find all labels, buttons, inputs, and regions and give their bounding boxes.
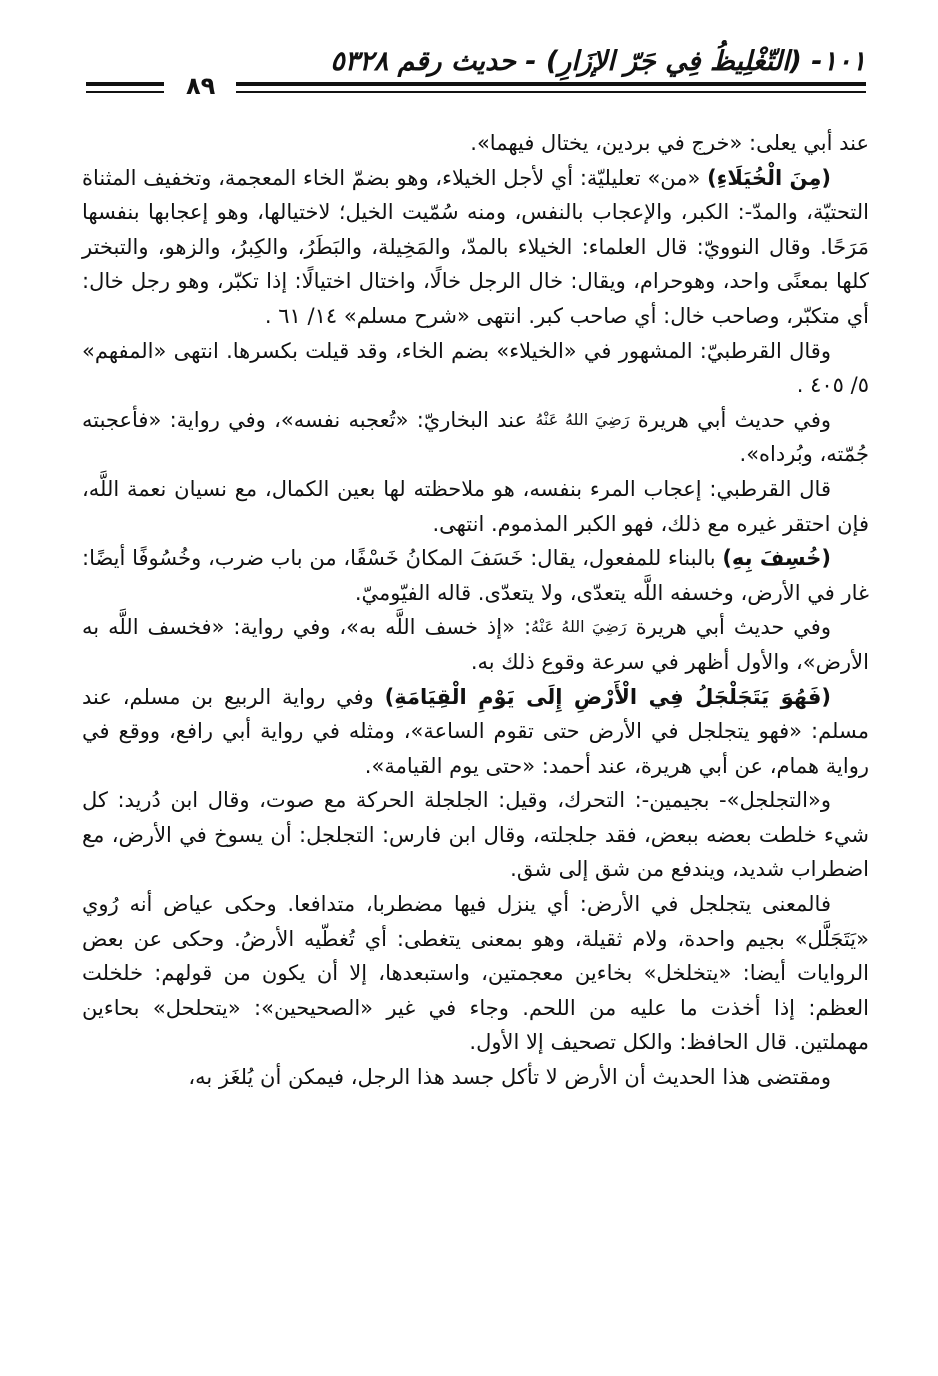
paragraph-text: وقال القرطبيّ: المشهور في «الخيلاء» بضم الخاء، وقد قيلت بكسرها. انتهى «المفهم» ٥/ ٤٠٥ . xyxy=(82,338,869,398)
paragraph xyxy=(82,334,869,403)
lemma-quote: (مِنَ الْخُيَلَاءِ) xyxy=(707,165,831,190)
paragraph xyxy=(82,403,869,472)
paragraph-text: : «إذ خسف اللَّه به»، وفي رواية: «فخسف اللَّه به الأرض»، والأول أظهر في سرعة وقوع ذلك به. xyxy=(82,615,869,674)
paragraph-text: ومقتضى هذا الحديث أن الأرض لا تأكل جسد هذا الرجل، فيمكن أن يُلغَز به، xyxy=(188,1065,831,1090)
lemma-quote: (خُسِفَ بِهِ) xyxy=(722,546,831,571)
honorific-symbol: رَضِيَ اللهُ عَنْهُ xyxy=(531,617,627,637)
paragraph xyxy=(82,887,869,1060)
paragraph-text: «من» تعليليّة: أي لأجل الخيلاء، وهو بضمّ الخاء المعجمة، وتخفيف المثناة التحتيّة، والمدّ-: الكبر، والإعجاب بالنفس، ومنه سُمّيت الخيل؛ لاختيالها، وهو إعجابها بنفسها مَرَحًا. وقال النوويّ: قال العلماء: الخيلاء بالمدّ، والمَخِيلة، والبَطَرُ، والكِبرُ، والزهو، والتبختر كلها بمعنًى واحد، وهوحرام، ويقال: خال الرجل خالًا، واختال اختيالًا: إذا تكبّر، وهو رجل خال: أي متكبّر، وصاحب خال: أي صاحب كبر. انتهى «شرح مسلم» ١٤/ ٦١ . xyxy=(82,165,869,328)
paragraph xyxy=(82,126,869,161)
header-rule-long-bottom xyxy=(236,91,866,93)
paragraph-text: عند أبي يعلى: «خرج في بردين، يختال فيهما». xyxy=(470,131,869,155)
paragraph xyxy=(82,161,869,334)
paragraph xyxy=(82,680,869,784)
paragraph xyxy=(82,783,869,887)
honorific-symbol: رَضِيَ اللهُ عَنْهُ xyxy=(535,409,630,429)
paragraph-text: قال القرطبي: إعجاب المرء بنفسه، هو ملاحظته لها بعين الكمال، مع نسيان نعمة اللَّه، فإن احتقر غيره مع ذلك، فهو الكبر المذموم. انتهى. xyxy=(82,476,869,536)
body-text xyxy=(82,126,869,1095)
paragraph-text: و«التجلجل»- بجيمين-: التحرك، وقيل: الجلجلة الحركة مع صوت، وقال ابن دُريد: كل شيء خلطت بعضه ببعض، فقد جلجلته، وقال ابن فارس: التجلجل: أن يسوخ في الأرض، مع اضطراب شديد، ويندفع من شق إلى شق. xyxy=(82,788,869,882)
header-rule-short-top xyxy=(86,82,164,86)
header-rule-short-bottom xyxy=(86,91,164,93)
header-rule-long-top xyxy=(236,82,866,86)
paragraph xyxy=(82,610,869,679)
paragraph-text: وفي رواية الربيع بن مسلم، عند مسلم: «فهو يتجلجل في الأرض حتى تقوم الساعة»، ومثله في رواية أبي رافع، ووقع في رواية همام، عن أبي هريرة، عند أحمد: «حتى يوم القيامة». xyxy=(82,684,869,778)
paragraph xyxy=(82,1060,869,1095)
chapter-title: ١٠١- (التّغْلِيظُ فِي جَرّ الإزَارِ) - حديث رقم ٥٣٢٨ xyxy=(330,46,866,77)
paragraph-text: عند البخاريّ: «تُعجبه نفسه»، وفي رواية: «فأعجبته جُمّته، وبُرداه». xyxy=(82,407,869,467)
paragraph xyxy=(82,472,869,541)
paragraph xyxy=(82,541,869,610)
paragraph-text: بالبناء للمفعول، يقال: خَسَفَ المكانُ خَسْفًا، من باب ضرب، وخُسُوفًا أيضًا: غار في الأرض، وخسفه اللَّه يتعدّى، ولا يتعدّى. قاله الفيّوميّ. xyxy=(82,546,869,605)
paragraph-text: وفي حديث أبي هريرة xyxy=(626,615,831,640)
page-number: ٨٩ xyxy=(186,72,216,100)
paragraph-text: فالمعنى يتجلجل في الأرض: أي ينزل فيها مضطربا، متدافعا. وحكى عياض أنه رُوي «يَتَجَلَّل» بجيم واحدة، ولام ثقيلة، وهو بمعنى يتغطى: أي تُغطّيه الأرضُ. وحكى عن بعض الروايات أيضا: «يتخلخل» بخاءين معجمتين، واستبعدها، إلا أن يكون من قولهم: خلخلت العظم: إذا أخذت ما عليه من اللحم. وجاء في غير «الصحيحين»: «يتحلحل» بحاءين مهملتين. قال الحافظ: والكل تصحيف إلا الأول. xyxy=(82,892,869,1055)
lemma-quote: (فَهُوَ يَتَجَلْجَلُ فِي الْأَرْضِ إِلَى يَوْمِ الْقِيَامَةِ) xyxy=(384,684,831,709)
paragraph-text: وفي حديث أبي هريرة xyxy=(629,407,832,432)
